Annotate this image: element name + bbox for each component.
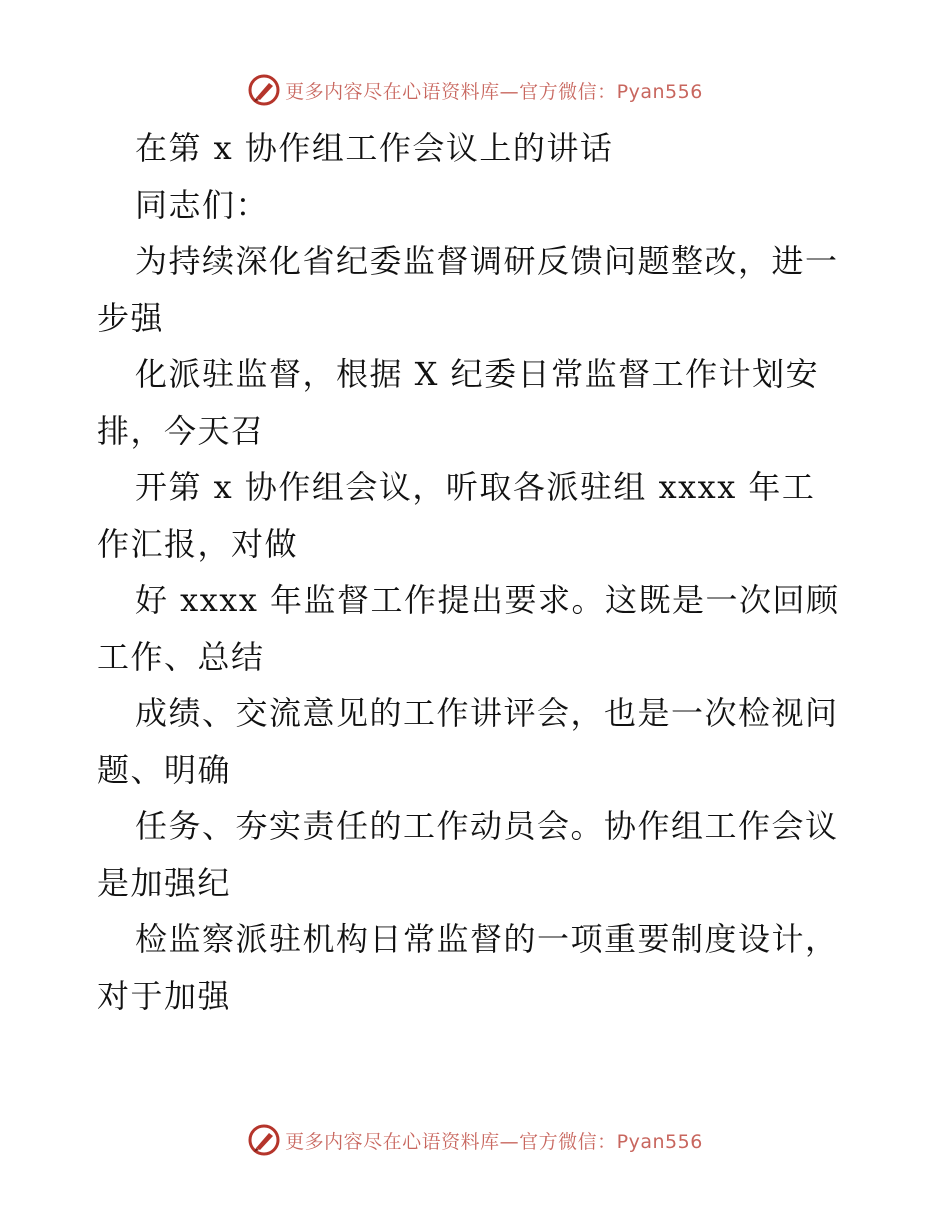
text-line: 排，今天召 bbox=[97, 411, 265, 450]
header-banner bbox=[0, 70, 950, 110]
text-line: 开第 x 协作组会议，听取各派驻组 xxxx 年工 bbox=[135, 468, 816, 506]
text-line: 同志们： bbox=[135, 185, 270, 224]
pen-logo-icon bbox=[247, 1123, 281, 1157]
pen-logo-icon bbox=[247, 73, 281, 107]
text-line: 任务、夯实责任的工作动员会。协作组工作会议 bbox=[135, 807, 839, 845]
text-line: 作汇报，对做 bbox=[97, 524, 299, 563]
text-line: 题、明确 bbox=[97, 750, 232, 789]
text-line: 工作、总结 bbox=[97, 637, 265, 676]
footer-banner-text: 更多内容尽在心语资料库—官方微信：Pyan556 bbox=[285, 1130, 703, 1153]
text-line: 好 xxxx 年监督工作提出要求。这既是一次回顾 bbox=[135, 581, 840, 619]
text-line: 成绩、交流意见的工作讲评会，也是一次检视问 bbox=[135, 694, 839, 732]
text-line: 化派驻监督，根据 X 纪委日常监督工作计划安 bbox=[135, 355, 820, 393]
document-body bbox=[97, 120, 857, 1024]
text-line: 是加强纪 bbox=[97, 863, 232, 902]
document-title: 在第 x 协作组工作会议上的讲话 bbox=[135, 129, 614, 167]
text-line: 检监察派驻机构日常监督的一项重要制度设计， bbox=[135, 920, 839, 958]
text-line: 为持续深化省纪委监督调研反馈问题整改，进一 bbox=[135, 242, 839, 280]
text-line: 步强 bbox=[97, 298, 165, 337]
footer-banner bbox=[0, 1120, 950, 1160]
text-line: 对于加强 bbox=[97, 976, 232, 1015]
header-banner-text: 更多内容尽在心语资料库—官方微信：Pyan556 bbox=[285, 80, 703, 103]
